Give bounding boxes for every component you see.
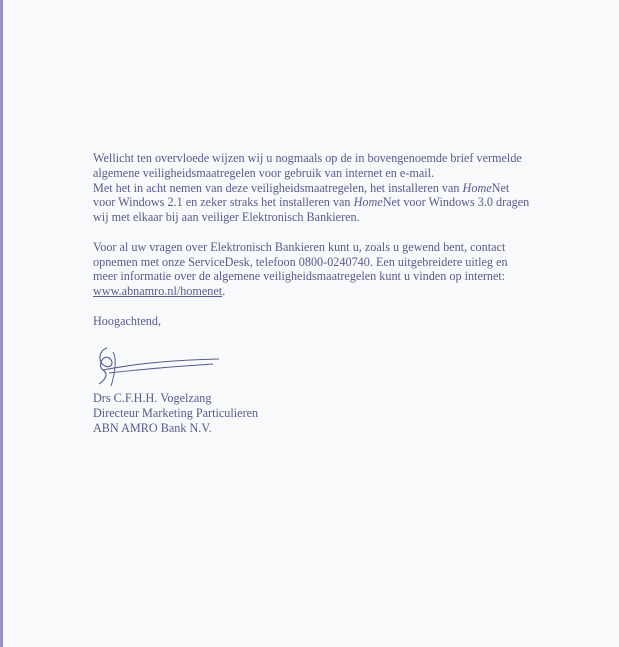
signer-company: ABN AMRO Bank N.V. [93,420,212,435]
closing-greeting: Hoogachtend, [93,313,162,328]
brand-home-italic: Home [353,195,383,210]
text-line: meer informatie over de algemene veiligheidsmaatregelen kunt u vinden op internet: [93,269,506,284]
left-edge-border [0,0,3,647]
text-line: Net voor Windows 3.0 dragen [382,195,530,210]
text-line: opnemen met onze ServiceDesk, telefoon 0800-0240740. Een uitgebreidere uitleg en [93,254,508,269]
link-suffix: . [222,284,226,299]
text-line: Voor al uw vragen over Elektronisch Bankieren kunt u, zoals u gewend bent, contact [93,239,506,254]
paragraph-contact [93,240,593,299]
paragraph-safety [93,151,593,225]
letter-body [93,151,593,329]
brand-net: Net [491,180,510,195]
text-line: Met het in acht nemen van deze veiligheidsmaatregelen, het installeren van [93,180,463,195]
text-line: voor Windows 2.1 en zeker straks het installeren van [93,195,354,210]
homenet-link[interactable]: www.abnamro.nl/homenet [93,284,223,299]
brand-home-italic: Home [462,180,492,195]
text-line: algemene veiligheidsmaatregelen voor gebruik van internet en e-mail. [93,165,435,180]
text-line: wij met elkaar bij aan veiliger Elektronisch Bankieren. [93,210,360,225]
signer-title: Directeur Marketing Particulieren [93,405,259,420]
signer-name: Drs C.F.H.H. Vogelzang [93,391,212,405]
handwritten-signature [93,340,223,390]
text-line: Wellicht ten overvloede wijzen wij u nogmaals op de in bovengenoemde brief vermelde [93,151,522,165]
signature-block [93,391,258,435]
